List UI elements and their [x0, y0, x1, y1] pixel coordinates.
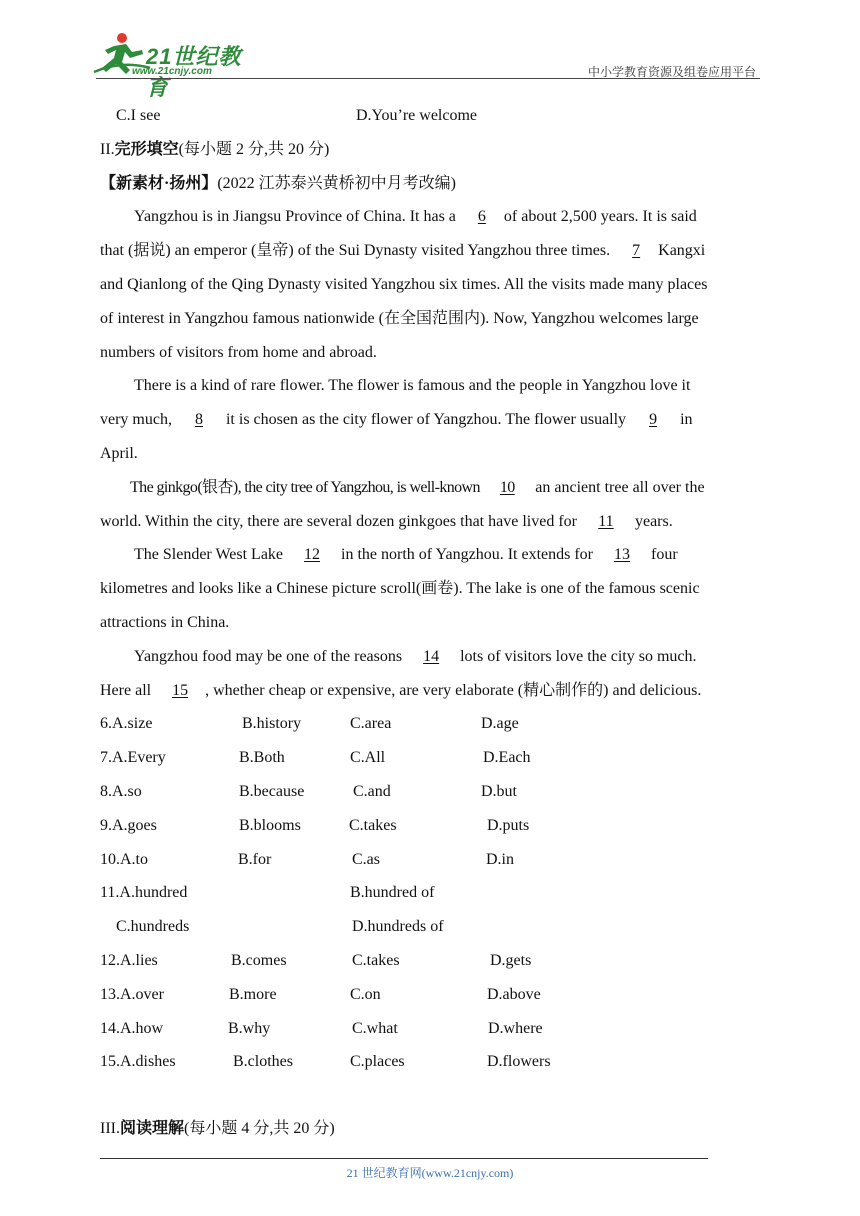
document-body [100, 99, 762, 1146]
option-c: C.what [352, 1019, 398, 1037]
option-a: 6.A.size [100, 715, 153, 733]
option-b: B.blooms [239, 816, 301, 834]
passage-line: numbers of visitors from home and abroad. [100, 343, 377, 361]
option-b: B.clothes [233, 1053, 293, 1071]
option-b: B.why [228, 1019, 271, 1037]
section-score: (每小题 4 分,共 20 分) [184, 1120, 335, 1138]
option-c: C.on [350, 985, 381, 1003]
option-d: D.but [481, 782, 517, 800]
logo-url: www.21cnjy.com [132, 66, 212, 77]
option-b: B.for [238, 850, 272, 868]
option-d: D.in [486, 850, 514, 868]
passage-line: Here all 15 , whether cheap or expensive, are very elaborate (精心制作的) and delicious. [100, 674, 762, 708]
option-c: C.area [350, 715, 392, 733]
logo [92, 30, 262, 100]
passage-line: very much, 8 it is chosen as the city flower of Yangzhou. The flower usually 9 in [100, 403, 762, 437]
question-row [100, 910, 762, 944]
blank-13: 13 [614, 546, 630, 564]
option-a: 9.A.goes [100, 816, 157, 834]
passage-line: of interest in Yangzhou famous nationwide (在全国范围内). Now, Yangzhou welcomes large [100, 309, 699, 327]
option-b: B.history [242, 715, 302, 733]
option-c: C.All [350, 749, 386, 767]
question-row [100, 944, 762, 978]
passage-line: There is a kind of rare flower. The flower is famous and the people in Yangzhou love it [134, 377, 691, 395]
option-b: B.hundred of [350, 884, 435, 902]
option-c: C.places [350, 1053, 405, 1071]
blank-9: 9 [649, 411, 658, 429]
option-d: D.age [481, 715, 519, 733]
passage-line: April. [100, 444, 138, 462]
section-name: 完形填空 [114, 140, 179, 158]
option-a: 14.A.how [100, 1019, 164, 1037]
option-c: C.as [352, 850, 380, 868]
passage-line: that (据说) an emperor (皇帝) of the Sui Dynasty visited Yangzhou three times. 7 Kangxi [100, 234, 762, 268]
option-d: D.gets [490, 951, 532, 969]
option-c: C.I see [116, 107, 161, 124]
passage-line: Yangzhou food may be one of the reasons 14 lots of visitors love the city so much. [100, 640, 762, 674]
option-a: 15.A.dishes [100, 1053, 176, 1071]
option-d: D.puts [487, 816, 530, 834]
question-row [100, 1012, 762, 1046]
passage-line: The ginkgo(银杏), the city tree of Yangzhou, is well-known 10 an ancient tree all over the [100, 471, 762, 505]
section-number: II. [100, 140, 115, 158]
option-b: B.comes [231, 951, 287, 969]
option-c: C.takes [349, 816, 397, 834]
question-row [100, 809, 762, 843]
option-b: B.because [239, 782, 305, 800]
platform-name: 中小学教育资源及组卷应用平台 [587, 65, 756, 79]
section-score: (每小题 2 分,共 20 分) [178, 140, 330, 158]
option-d: D.flowers [487, 1053, 551, 1071]
option-a: 8.A.so [100, 782, 142, 800]
footer-divider [100, 1158, 708, 1159]
question-row [100, 741, 762, 775]
passage-line: The Slender West Lake 12 in the north of Yangzhou. It extends for 13 four [100, 538, 762, 572]
header-divider [96, 78, 760, 79]
option-d: D.where [488, 1019, 543, 1037]
option-a: 13.A.over [100, 985, 164, 1003]
section-title [100, 133, 762, 167]
option-row [100, 99, 762, 133]
question-row [100, 876, 762, 910]
blank-8: 8 [194, 411, 203, 429]
option-b: B.more [229, 985, 277, 1003]
section-number: III. [100, 1120, 120, 1138]
passage-line: and Qianlong of the Qing Dynasty visited Yangzhou six times. All the visits made many places [100, 275, 708, 293]
option-a: 11.A.hundred [100, 884, 188, 902]
logo-text: 21世纪教育 [146, 44, 242, 100]
page-header [0, 0, 860, 100]
question-row [100, 843, 762, 877]
option-c: C.takes [352, 951, 400, 969]
passage-line: Yangzhou is in Jiangsu Province of China. It has a 6 of about 2,500 years. It is said [100, 200, 762, 234]
blank-12: 12 [304, 546, 321, 564]
source-tag: 【新素材·扬州】 [100, 174, 218, 192]
blank-11: 11 [598, 512, 614, 530]
section-name: 阅读理解 [119, 1120, 184, 1138]
blank-14: 14 [423, 647, 440, 665]
section-title [100, 1112, 762, 1146]
option-c: C.hundreds [116, 918, 190, 936]
option-a: 7.A.Every [100, 749, 166, 767]
question-row [100, 978, 762, 1012]
option-a: 10.A.to [100, 850, 148, 868]
passage-line: kilometres and looks like a Chinese picture scroll(画卷). The lake is one of the famous scenic [100, 580, 700, 598]
page-footer: 21 世纪教育网(www.21cnjy.com) [346, 1166, 514, 1180]
passage-line: attractions in China. [100, 613, 230, 631]
option-a: 12.A.lies [100, 951, 158, 969]
source-line [100, 167, 762, 201]
option-d: D.above [487, 985, 541, 1003]
question-row [100, 775, 762, 809]
source-text: (2022 江苏泰兴黄桥初中月考改编) [217, 174, 457, 192]
question-row [100, 1045, 762, 1079]
option-d: D.Each [483, 749, 531, 767]
blank-10: 10 [499, 478, 515, 496]
passage-line: world. Within the city, there are several dozen ginkgoes that have lived for 11 years. [100, 505, 762, 539]
blank-15: 15 [172, 681, 189, 699]
option-b: B.Both [239, 749, 285, 767]
blank-7: 7 [632, 242, 641, 260]
question-row [100, 707, 762, 741]
option-d: D.hundreds of [352, 918, 444, 936]
blank-6: 6 [477, 208, 486, 226]
option-c: C.and [353, 782, 391, 800]
option-d: D.You’re welcome [356, 107, 478, 124]
